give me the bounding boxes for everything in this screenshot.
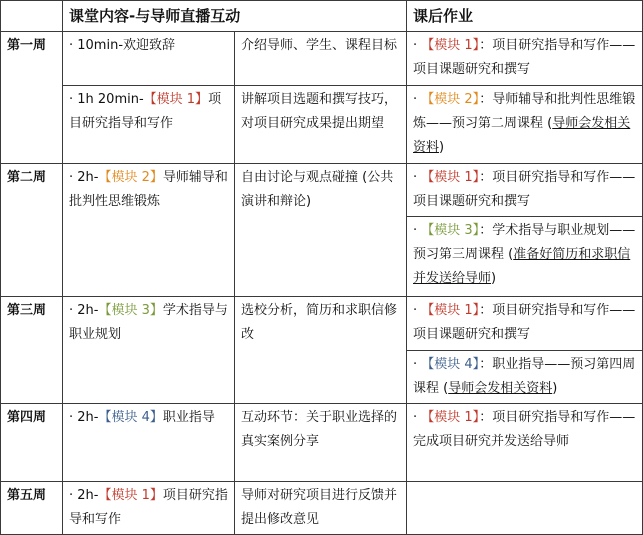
week2-homework-2: · 【模块 3】：学术指导与职业规划——预习第三周课程 (准备好简历和求职信并发送给导师): [407, 217, 643, 297]
module-tag: 【模块 1】: [421, 410, 480, 425]
week5-label: 第五周: [1, 482, 63, 535]
week1-content-1: · 10min-欢迎致辞: [63, 32, 235, 86]
week3-row1: [1, 297, 643, 351]
week1-row1: [1, 32, 643, 86]
header-week-cell: [1, 1, 63, 32]
week3-label: 第三周: [1, 297, 63, 404]
week1-homework-2: · 【模块 2】：导师辅导和批判性思维锻炼——预习第二周课程 (导师会发相关资料): [407, 86, 643, 164]
week5-homework-empty: [407, 482, 643, 535]
week1-desc-2: 讲解项目选题和撰写技巧，对项目研究成果提出期望: [235, 86, 407, 164]
header-homework-cell: 课后作业: [407, 1, 643, 32]
week5-desc: 导师对研究项目进行反馈并提出修改意见: [235, 482, 407, 535]
module-tag: 【模块 4】: [421, 357, 480, 372]
week2-content: · 2h-【模块 2】导师辅导和批判性思维锻炼: [63, 164, 235, 297]
week2-row1: [1, 164, 643, 217]
module-tag: 【模块 1】: [98, 488, 163, 503]
week4-content: · 2h-【模块 4】职业指导: [63, 404, 235, 482]
week1-label: 第一周: [1, 32, 63, 164]
module-tag: 【模块 2】: [98, 170, 163, 185]
module-tag: 【模块 3】: [98, 303, 163, 318]
module-tag: 【模块 4】: [98, 410, 163, 425]
week4-homework-1: · 【模块 1】：项目研究指导和写作——完成项目研究并发送给导师: [407, 404, 643, 482]
header-row: [1, 1, 643, 32]
week1-content-2: · 1h 20min-【模块 1】项目研究指导和写作: [63, 86, 235, 164]
module-tag: 【模块 2】: [421, 92, 480, 107]
week5-content: · 2h-【模块 1】项目研究指导和写作: [63, 482, 235, 535]
module-tag: 【模块 1】: [421, 170, 480, 185]
note-link: 导师会发相关资料: [413, 116, 631, 155]
week3-homework-1: · 【模块 1】：项目研究指导和写作——项目课题研究和撰写: [407, 297, 643, 351]
week3-desc: 选校分析，简历和求职信修改: [235, 297, 407, 404]
week4-row: [1, 404, 643, 482]
week2-homework-1: · 【模块 1】：项目研究指导和写作——项目课题研究和撰写: [407, 164, 643, 217]
week4-label: 第四周: [1, 404, 63, 482]
module-tag: 【模块 1】: [421, 38, 480, 53]
week4-desc: 互动环节：关于职业选择的真实案例分享: [235, 404, 407, 482]
header-content-cell: 课堂内容-与导师直播互动: [63, 1, 407, 32]
week1-homework-1: · 【模块 1】：项目研究指导和写作——项目课题研究和撰写: [407, 32, 643, 86]
module-tag: 【模块 3】: [421, 223, 480, 238]
module-tag: 【模块 1】: [143, 92, 209, 107]
note-link: 准备好简历和求职信并发送给导师: [413, 247, 631, 286]
week2-label: 第二周: [1, 164, 63, 297]
week3-homework-2: · 【模块 4】：职业指导——预习第四周课程 (导师会发相关资料): [407, 351, 643, 404]
week1-row2: [1, 86, 643, 164]
module-tag: 【模块 1】: [421, 303, 480, 318]
week2-desc: 自由讨论与观点碰撞 (公共演讲和辩论): [235, 164, 407, 297]
week1-desc-1: 介绍导师、学生、课程目标: [235, 32, 407, 86]
week5-row: [1, 482, 643, 535]
note-link: 导师会发相关资料: [448, 381, 553, 396]
week3-content: · 2h-【模块 3】学术指导与职业规划: [63, 297, 235, 404]
